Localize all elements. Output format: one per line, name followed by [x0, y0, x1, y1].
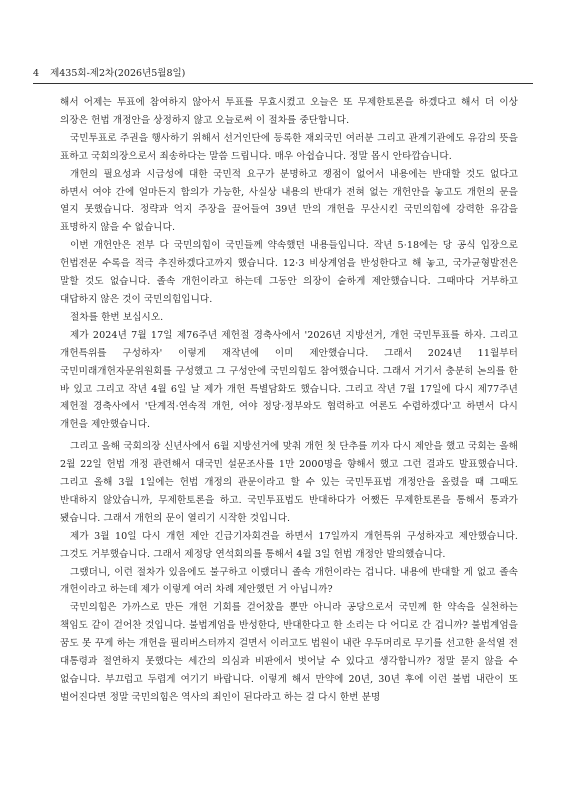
page-header	[33, 67, 533, 81]
paragraph: 제가 2024년 7월 17일 제76주년 제헌절 경축사에서 '2026년 지방선거, 개헌 국민투표를 하자. 그리고 개헌특위를 구성하자' 이렇게 재작년에 이미 제안했습니다. 그래서 2024년 11월부터 국민미래개헌자문위원회를 구성했고 그 구성안에 국민의힘도 참여했습니다. 그래서 거기서 충분히 논의를 한 바 있고 그리고 작년 4월 6일 날 제가 개헌 특별담화도 했습니다. 그리고 작년 7월 17일에 다시 제77주년 제헌절 경축사에서 '단계적·연속적 개헌, 여야 정당·정부와도 협력하고 여론도 수렴하겠다'고 하면서 다시 개헌을 제안했습니다.	[60, 329, 518, 431]
paragraph: 제가 3월 10일 다시 개헌 제안 긴급기자회견을 하면서 17일까지 개헌특위 구성하자고 제안했습니다. 그것도 거부했습니다. 그래서 제정당 연석회의를 통해서 4월 3일 헌법 개정안 발의했습니다.	[60, 530, 518, 560]
speech-body	[60, 94, 518, 707]
paragraph: 그리고 올해 국회의장 신년사에서 6월 지방선거에 맞춰 개헌 첫 단추를 끼자 다시 제안을 했고 국회는 올해 2월 22일 헌법 개정 관련해서 대국민 설문조사를 1만 2000명을 향해서 했고 그런 결과도 발표했습니다. 그리고 올해 3월 1일에는 헌법 개정의 관문이라고 할 수 있는 국민투표법 개정안을 올렸을 때 그때도 반대하지 않았습니까, 무제한토론을 하고. 국민투표법도 반대하다가 어쨌든 무제한토론을 통해서 통과가 됐습니다. 그래서 개헌의 문이 열리기 시작한 것입니다.	[60, 441, 518, 524]
paragraph: 절차를 한번 보십시오.	[70, 311, 164, 323]
session-info: 제435회-제2차(2026년5월8일)	[50, 68, 186, 79]
paragraph: 국민투표로 주권을 행사하기 위해서 선거인단에 등록한 재외국민 여러분 그리고 관계기관에도 유감의 뜻을 표하고 국회의장으로서 죄송하다는 말씀 드립니다. 매우 아쉽습니다. 정말 몹시 안타깝습니다.	[60, 132, 518, 162]
paragraph: 이번 개헌안은 전부 다 국민의힘이 국민들께 약속했던 내용들입니다. 작년 5·18에는 당 공식 입장으로 헌법전문 수록을 적극 추진하겠다고까지 했습니다. 12·3 비상계엄을 반성한다고 해 놓고, 국가균형발전은 말할 것도 없습니다. 졸속 개헌이라고 하는데 그동안 의장이 숱하게 제안했습니다. 그때마다 거부하고 대답하지 않은 것이 국민의힘입니다.	[60, 240, 518, 305]
paragraph: 국민의힘은 가까스로 만든 개헌 기회를 걷어찼을 뿐만 아니라 공당으로서 국민께 한 약속을 실천하는 책임도 같이 걷어찬 것입니다. 불법계엄을 반성한다, 반대한다고 한 소리는 다 어디로 간 겁니까? 불법계엄을 꿈도 못 꾸게 하는 개헌을 필리버스터까지 걸면서 이러고도 법원이 내란 우두머리로 무기를 선고한 윤석열 전 대통령과 절연하지 못했다는 세간의 의심과 비판에서 벗어날 수 있다고 생각합니까? 정말 묻지 않을 수 없습니다. 부끄럽고 두렵게 여기기 바랍니다. 이렇게 해서 만약에 20년, 30년 후에 이런 불법 내란이 또 벌어진다면 정말 국민의힘은 역사의 죄인이 된다라고 하는 걸 다시 한번 분명	[60, 602, 518, 703]
paragraph: 그랬더니, 이런 절차가 있음에도 불구하고 이랬더니 졸속 개헌이라는 겁니다. 내용에 반대할 게 없고 졸속 개헌이라고 하는데 제가 이렇게 여러 차례 제안했던 거 아닙니까?	[60, 566, 518, 596]
paragraph: 개헌의 필요성과 시급성에 대한 국민적 요구가 분명하고 쟁점이 없어서 내용에는 반대할 것도 없다고 하면서 여야 간에 얼마든지 합의가 가능한, 사실상 내용의 반대가 전혀 없는 개헌안을 놓고도 개헌의 문을 열지 못했습니다. 정략과 억지 주장을 끌어들여 39년 만의 개헌을 무산시킨 국민의힘에 강력한 유감을 표명하지 않을 수 없습니다.	[60, 168, 518, 234]
page-number: 4	[33, 68, 40, 79]
paragraph-continued: 해서 어제는 투표에 참여하지 않아서 투표를 무효시켰고 오늘은 또 무제한토론을 하겠다고 해서 더 이상 의장은 헌법 개정안을 상정하지 않고 오늘로써 이 절차를 중단합니다.	[60, 97, 518, 126]
header-divider	[33, 83, 533, 84]
